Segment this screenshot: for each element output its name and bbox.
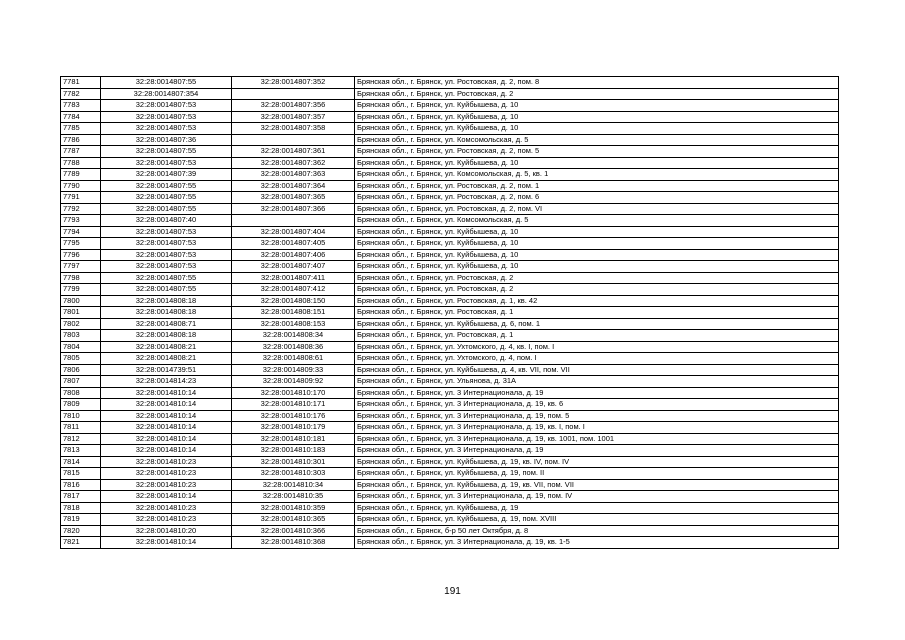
parent-cadastral-number-cell: 32:28:0014807:39: [101, 169, 232, 181]
cadastral-number-cell: 32:28:0014807:411: [232, 272, 355, 284]
row-number-cell: 7820: [61, 525, 101, 537]
table-row: [61, 180, 839, 192]
table-row: [61, 433, 839, 445]
table-row: [61, 422, 839, 434]
row-number-cell: 7821: [61, 537, 101, 549]
address-cell: Брянская обл., г. Брянск, ул. Куйбышева, д. 4, кв. VII, пом. VII: [355, 364, 839, 376]
cadastral-number-cell: 32:28:0014807:358: [232, 123, 355, 135]
table-row: [61, 399, 839, 411]
address-cell: Брянская обл., г. Брянск, ул. Ухтомского, д. 4, кв. I, пом. I: [355, 341, 839, 353]
table-row: [61, 491, 839, 503]
address-cell: Брянская обл., г. Брянск, ул. 3 Интернационала, д. 19: [355, 445, 839, 457]
parent-cadastral-number-cell: 32:28:0014808:18: [101, 330, 232, 342]
parent-cadastral-number-cell: 32:28:0014810:20: [101, 525, 232, 537]
table-row: [61, 468, 839, 480]
table-body: [61, 77, 839, 549]
row-number-cell: 7798: [61, 272, 101, 284]
cadastral-number-cell: 32:28:0014807:407: [232, 261, 355, 273]
cadastral-number-cell: 32:28:0014807:366: [232, 203, 355, 215]
parent-cadastral-number-cell: 32:28:0014807:55: [101, 203, 232, 215]
table-row: [61, 456, 839, 468]
address-cell: Брянская обл., г. Брянск, ул. Куйбышева, д. 10: [355, 249, 839, 261]
table-row: [61, 284, 839, 296]
parent-cadastral-number-cell: 32:28:0014807:53: [101, 226, 232, 238]
row-number-cell: 7793: [61, 215, 101, 227]
address-cell: Брянская обл., г. Брянск, ул. Ростовская, д. 2, пом. 6: [355, 192, 839, 204]
row-number-cell: 7807: [61, 376, 101, 388]
row-number-cell: 7784: [61, 111, 101, 123]
table-row: [61, 307, 839, 319]
table-row: [61, 215, 839, 227]
row-number-cell: 7783: [61, 100, 101, 112]
row-number-cell: 7814: [61, 456, 101, 468]
table-row: [61, 169, 839, 181]
row-number-cell: 7811: [61, 422, 101, 434]
cadastral-number-cell: 32:28:0014807:352: [232, 77, 355, 89]
row-number-cell: 7810: [61, 410, 101, 422]
table-row: [61, 111, 839, 123]
address-cell: Брянская обл., г. Брянск, ул. 3 Интернационала, д. 19: [355, 387, 839, 399]
table-row: [61, 353, 839, 365]
address-cell: Брянская обл., г. Брянск, ул. Ростовская, д. 1: [355, 307, 839, 319]
address-cell: Брянская обл., г. Брянск, ул. Куйбышева, д. 19, пом. XVIII: [355, 514, 839, 526]
address-cell: Брянская обл., г. Брянск, ул. Ростовская, д. 2, пом. VI: [355, 203, 839, 215]
address-cell: Брянская обл., г. Брянск, ул. Куйбышева, д. 10: [355, 157, 839, 169]
address-cell: Брянская обл., г. Брянск, ул. Куйбышева, д. 10: [355, 226, 839, 238]
address-cell: Брянская обл., г. Брянск, ул. 3 Интернационала, д. 19, кв. 6: [355, 399, 839, 411]
cadastral-number-cell: 32:28:0014810:365: [232, 514, 355, 526]
address-cell: Брянская обл., г. Брянск, ул. Куйбышева, д. 10: [355, 111, 839, 123]
table-row: [61, 88, 839, 100]
table-row: [61, 203, 839, 215]
cadastral-number-cell: [232, 134, 355, 146]
row-number-cell: 7806: [61, 364, 101, 376]
row-number-cell: 7809: [61, 399, 101, 411]
cadastral-number-cell: 32:28:0014808:61: [232, 353, 355, 365]
parent-cadastral-number-cell: 32:28:0014807:53: [101, 157, 232, 169]
parent-cadastral-number-cell: 32:28:0014807:36: [101, 134, 232, 146]
table-row: [61, 387, 839, 399]
table-row: [61, 295, 839, 307]
cadastral-number-cell: 32:28:0014810:34: [232, 479, 355, 491]
parent-cadastral-number-cell: 32:28:0014807:55: [101, 192, 232, 204]
parent-cadastral-number-cell: 32:28:0014807:354: [101, 88, 232, 100]
row-number-cell: 7803: [61, 330, 101, 342]
address-cell: Брянская обл., г. Брянск, ул. Куйбышева, д. 10: [355, 238, 839, 250]
parent-cadastral-number-cell: 32:28:0014807:55: [101, 77, 232, 89]
parent-cadastral-number-cell: 32:28:0014808:18: [101, 295, 232, 307]
page-number: 191: [444, 586, 461, 597]
parent-cadastral-number-cell: 32:28:0014807:55: [101, 284, 232, 296]
parent-cadastral-number-cell: 32:28:0014807:53: [101, 261, 232, 273]
address-cell: Брянская обл., г. Брянск, ул. Комсомольская, д. 5: [355, 134, 839, 146]
table-row: [61, 238, 839, 250]
address-cell: Брянская обл., г. Брянск, ул. Куйбышева, д. 19, кв. IV, пом. IV: [355, 456, 839, 468]
row-number-cell: 7819: [61, 514, 101, 526]
cadastral-number-cell: [232, 215, 355, 227]
row-number-cell: 7799: [61, 284, 101, 296]
table-row: [61, 261, 839, 273]
cadastral-number-cell: 32:28:0014807:357: [232, 111, 355, 123]
table-row: [61, 364, 839, 376]
address-cell: Брянская обл., г. Брянск, ул. Ростовская, д. 2: [355, 284, 839, 296]
parent-cadastral-number-cell: 32:28:0014807:53: [101, 238, 232, 250]
cadastral-number-cell: 32:28:0014810:181: [232, 433, 355, 445]
address-cell: Брянская обл., г. Брянск, ул. 3 Интернационала, д. 19, кв. 1001, пом. 1001: [355, 433, 839, 445]
parent-cadastral-number-cell: 32:28:0014808:71: [101, 318, 232, 330]
cadastral-number-cell: 32:28:0014808:151: [232, 307, 355, 319]
address-cell: Брянская обл., г. Брянск, ул. Куйбышева, д. 19: [355, 502, 839, 514]
cadastral-number-cell: 32:28:0014810:35: [232, 491, 355, 503]
table-row: [61, 502, 839, 514]
cadastral-number-cell: 32:28:0014807:404: [232, 226, 355, 238]
parent-cadastral-number-cell: 32:28:0014807:55: [101, 272, 232, 284]
cadastral-number-cell: 32:28:0014810:171: [232, 399, 355, 411]
row-number-cell: 7816: [61, 479, 101, 491]
parent-cadastral-number-cell: 32:28:0014810:23: [101, 456, 232, 468]
address-cell: Брянская обл., г. Брянск, ул. Куйбышева, д. 19, кв. VII, пом. VII: [355, 479, 839, 491]
address-cell: Брянская обл., г. Брянск, ул. Комсомольская, д. 5, кв. 1: [355, 169, 839, 181]
parent-cadastral-number-cell: 32:28:0014814:23: [101, 376, 232, 388]
table-row: [61, 226, 839, 238]
address-cell: Брянская обл., г. Брянск, б-р 50 лет Октября, д. 8: [355, 525, 839, 537]
table-row: [61, 123, 839, 135]
parent-cadastral-number-cell: 32:28:0014808:21: [101, 353, 232, 365]
cadastral-number-cell: 32:28:0014810:183: [232, 445, 355, 457]
address-cell: Брянская обл., г. Брянск, ул. Ростовская, д. 2: [355, 272, 839, 284]
cadastral-number-cell: 32:28:0014807:356: [232, 100, 355, 112]
address-cell: Брянская обл., г. Брянск, ул. 3 Интернационала, д. 19, пом. IV: [355, 491, 839, 503]
table-row: [61, 376, 839, 388]
table-row: [61, 192, 839, 204]
cadastral-number-cell: 32:28:0014809:92: [232, 376, 355, 388]
parent-cadastral-number-cell: 32:28:0014810:23: [101, 468, 232, 480]
address-cell: Брянская обл., г. Брянск, ул. Ростовская, д. 2, пом. 8: [355, 77, 839, 89]
address-cell: Брянская обл., г. Брянск, ул. 3 Интернационала, д. 19, кв. 1-5: [355, 537, 839, 549]
table-row: [61, 514, 839, 526]
row-number-cell: 7817: [61, 491, 101, 503]
cadastral-number-cell: 32:28:0014807:361: [232, 146, 355, 158]
table-row: [61, 341, 839, 353]
cadastral-number-cell: 32:28:0014810:366: [232, 525, 355, 537]
cadastral-number-cell: 32:28:0014810:301: [232, 456, 355, 468]
cadastral-number-cell: 32:28:0014807:365: [232, 192, 355, 204]
parent-cadastral-number-cell: 32:28:0014810:14: [101, 387, 232, 399]
row-number-cell: 7797: [61, 261, 101, 273]
address-cell: Брянская обл., г. Брянск, ул. Куйбышева, д. 10: [355, 100, 839, 112]
address-cell: Брянская обл., г. Брянск, ул. Куйбышева, д. 19, пом. II: [355, 468, 839, 480]
row-number-cell: 7787: [61, 146, 101, 158]
parent-cadastral-number-cell: 32:28:0014810:14: [101, 445, 232, 457]
cadastral-number-cell: 32:28:0014810:176: [232, 410, 355, 422]
table-row: [61, 318, 839, 330]
address-cell: Брянская обл., г. Брянск, ул. Куйбышева, д. 6, пом. 1: [355, 318, 839, 330]
address-cell: Брянская обл., г. Брянск, ул. 3 Интернационала, д. 19, пом. 5: [355, 410, 839, 422]
parent-cadastral-number-cell: 32:28:0014810:14: [101, 422, 232, 434]
row-number-cell: 7801: [61, 307, 101, 319]
row-number-cell: 7782: [61, 88, 101, 100]
table-row: [61, 100, 839, 112]
row-number-cell: 7791: [61, 192, 101, 204]
row-number-cell: 7813: [61, 445, 101, 457]
cadastral-number-cell: 32:28:0014807:405: [232, 238, 355, 250]
table-row: [61, 410, 839, 422]
cadastral-number-cell: 32:28:0014807:412: [232, 284, 355, 296]
parent-cadastral-number-cell: 32:28:0014807:40: [101, 215, 232, 227]
parent-cadastral-number-cell: 32:28:0014810:23: [101, 479, 232, 491]
table-row: [61, 537, 839, 549]
row-number-cell: 7785: [61, 123, 101, 135]
row-number-cell: 7812: [61, 433, 101, 445]
row-number-cell: 7788: [61, 157, 101, 169]
address-cell: Брянская обл., г. Брянск, ул. Куйбышева, д. 10: [355, 123, 839, 135]
row-number-cell: 7805: [61, 353, 101, 365]
parent-cadastral-number-cell: 32:28:0014810:23: [101, 514, 232, 526]
table-row: [61, 479, 839, 491]
row-number-cell: 7781: [61, 77, 101, 89]
cadastral-number-cell: [232, 88, 355, 100]
table-row: [61, 146, 839, 158]
parent-cadastral-number-cell: 32:28:0014810:14: [101, 491, 232, 503]
cadastral-number-cell: 32:28:0014807:362: [232, 157, 355, 169]
row-number-cell: 7818: [61, 502, 101, 514]
parent-cadastral-number-cell: 32:28:0014810:14: [101, 537, 232, 549]
parent-cadastral-number-cell: 32:28:0014810:14: [101, 433, 232, 445]
table-row: [61, 77, 839, 89]
parent-cadastral-number-cell: 32:28:0014807:55: [101, 146, 232, 158]
row-number-cell: 7815: [61, 468, 101, 480]
address-cell: Брянская обл., г. Брянск, ул. 3 Интернационала, д. 19, кв. I, пом. I: [355, 422, 839, 434]
parent-cadastral-number-cell: 32:28:0014810:14: [101, 399, 232, 411]
parent-cadastral-number-cell: 32:28:0014807:53: [101, 111, 232, 123]
address-cell: Брянская обл., г. Брянск, ул. Ростовская, д. 1: [355, 330, 839, 342]
address-cell: Брянская обл., г. Брянск, ул. Комсомольская, д. 5: [355, 215, 839, 227]
address-cell: Брянская обл., г. Брянск, ул. Ростовская, д. 2: [355, 88, 839, 100]
cadastral-number-cell: 32:28:0014810:170: [232, 387, 355, 399]
cadastral-register-table: [60, 76, 839, 549]
parent-cadastral-number-cell: 32:28:0014808:21: [101, 341, 232, 353]
parent-cadastral-number-cell: 32:28:0014807:55: [101, 180, 232, 192]
parent-cadastral-number-cell: 32:28:0014807:53: [101, 249, 232, 261]
row-number-cell: 7795: [61, 238, 101, 250]
row-number-cell: 7802: [61, 318, 101, 330]
table-row: [61, 157, 839, 169]
cadastral-number-cell: 32:28:0014807:363: [232, 169, 355, 181]
cadastral-number-cell: 32:28:0014808:150: [232, 295, 355, 307]
address-cell: Брянская обл., г. Брянск, ул. Ростовская, д. 2, пом. 1: [355, 180, 839, 192]
table-row: [61, 272, 839, 284]
parent-cadastral-number-cell: 32:28:0014810:14: [101, 410, 232, 422]
cadastral-number-cell: 32:28:0014808:36: [232, 341, 355, 353]
cadastral-number-cell: 32:28:0014807:364: [232, 180, 355, 192]
row-number-cell: 7804: [61, 341, 101, 353]
cadastral-number-cell: 32:28:0014810:179: [232, 422, 355, 434]
row-number-cell: 7786: [61, 134, 101, 146]
row-number-cell: 7794: [61, 226, 101, 238]
cadastral-number-cell: 32:28:0014808:34: [232, 330, 355, 342]
row-number-cell: 7789: [61, 169, 101, 181]
row-number-cell: 7792: [61, 203, 101, 215]
address-cell: Брянская обл., г. Брянск, ул. Куйбышева, д. 10: [355, 261, 839, 273]
cadastral-number-cell: 32:28:0014810:303: [232, 468, 355, 480]
table-row: [61, 330, 839, 342]
table-row: [61, 525, 839, 537]
table-row: [61, 445, 839, 457]
parent-cadastral-number-cell: 32:28:0014807:53: [101, 123, 232, 135]
cadastral-number-cell: 32:28:0014810:368: [232, 537, 355, 549]
row-number-cell: 7790: [61, 180, 101, 192]
cadastral-number-cell: 32:28:0014807:406: [232, 249, 355, 261]
cadastral-number-cell: 32:28:0014808:153: [232, 318, 355, 330]
parent-cadastral-number-cell: 32:28:0014810:23: [101, 502, 232, 514]
row-number-cell: 7796: [61, 249, 101, 261]
cadastral-number-cell: 32:28:0014809:33: [232, 364, 355, 376]
parent-cadastral-number-cell: 32:28:0014739:51: [101, 364, 232, 376]
address-cell: Брянская обл., г. Брянск, ул. Ульянова, д. 31А: [355, 376, 839, 388]
parent-cadastral-number-cell: 32:28:0014807:53: [101, 100, 232, 112]
table-row: [61, 249, 839, 261]
address-cell: Брянская обл., г. Брянск, ул. Ростовская, д. 1, кв. 42: [355, 295, 839, 307]
row-number-cell: 7808: [61, 387, 101, 399]
address-cell: Брянская обл., г. Брянск, ул. Ухтомского, д. 4, пом. I: [355, 353, 839, 365]
row-number-cell: 7800: [61, 295, 101, 307]
table-row: [61, 134, 839, 146]
address-cell: Брянская обл., г. Брянск, ул. Ростовская, д. 2, пом. 5: [355, 146, 839, 158]
cadastral-number-cell: 32:28:0014810:359: [232, 502, 355, 514]
parent-cadastral-number-cell: 32:28:0014808:18: [101, 307, 232, 319]
